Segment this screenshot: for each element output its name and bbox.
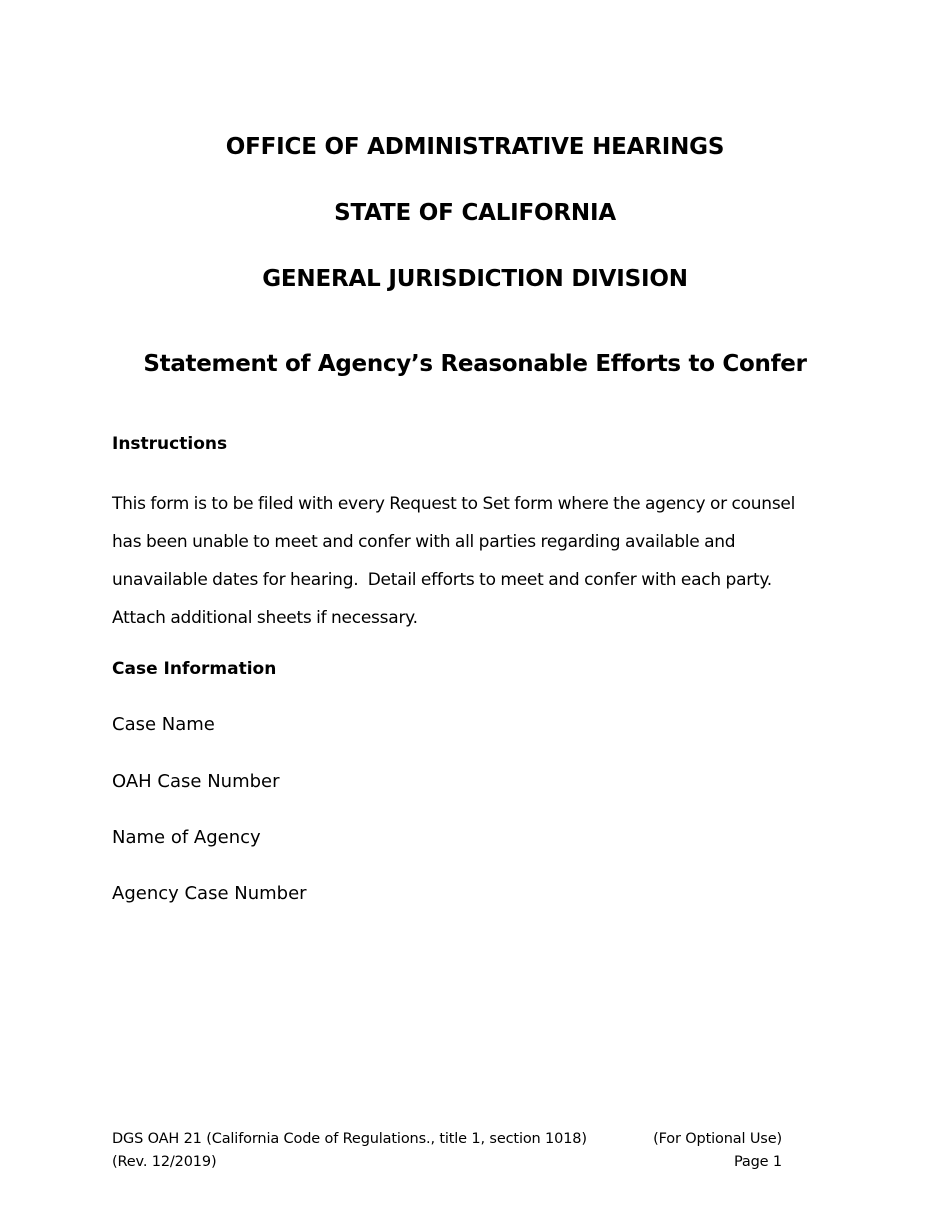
footer-row-1 bbox=[112, 1128, 782, 1151]
footer-row-2 bbox=[112, 1151, 782, 1174]
optional-use-note: (For Optional Use) bbox=[653, 1131, 782, 1147]
case-name-label: Case Name bbox=[112, 714, 215, 735]
instructions-line: This form is to be filed with every Request to Set form where the agency or counsel bbox=[112, 494, 796, 514]
instructions-text bbox=[112, 485, 822, 637]
office-heading: OFFICE OF ADMINISTRATIVE HEARINGS bbox=[225, 134, 725, 160]
agency-case-number-label: Agency Case Number bbox=[112, 883, 307, 904]
case-information-heading: Case Information bbox=[112, 659, 277, 679]
form-title: Statement of Agency’s Reasonable Efforts to Confer bbox=[143, 351, 807, 377]
state-heading: STATE OF CALIFORNIA bbox=[334, 200, 616, 226]
division-heading: GENERAL JURISDICTION DIVISION bbox=[262, 266, 688, 292]
instructions-heading: Instructions bbox=[112, 434, 228, 454]
form-id: DGS OAH 21 (California Code of Regulations., title 1, section 1018) bbox=[112, 1131, 587, 1147]
instructions-line: has been unable to meet and confer with all parties regarding available and bbox=[112, 532, 736, 552]
revision-date: (Rev. 12/2019) bbox=[112, 1154, 217, 1170]
instructions-line: Attach additional sheets if necessary. bbox=[112, 608, 418, 628]
instructions-line: unavailable dates for hearing. Detail efforts to meet and confer with each party. bbox=[112, 570, 772, 590]
page-number: Page 1 bbox=[733, 1154, 782, 1170]
agency-name-label: Name of Agency bbox=[112, 827, 261, 848]
oah-case-number-label: OAH Case Number bbox=[112, 771, 280, 792]
